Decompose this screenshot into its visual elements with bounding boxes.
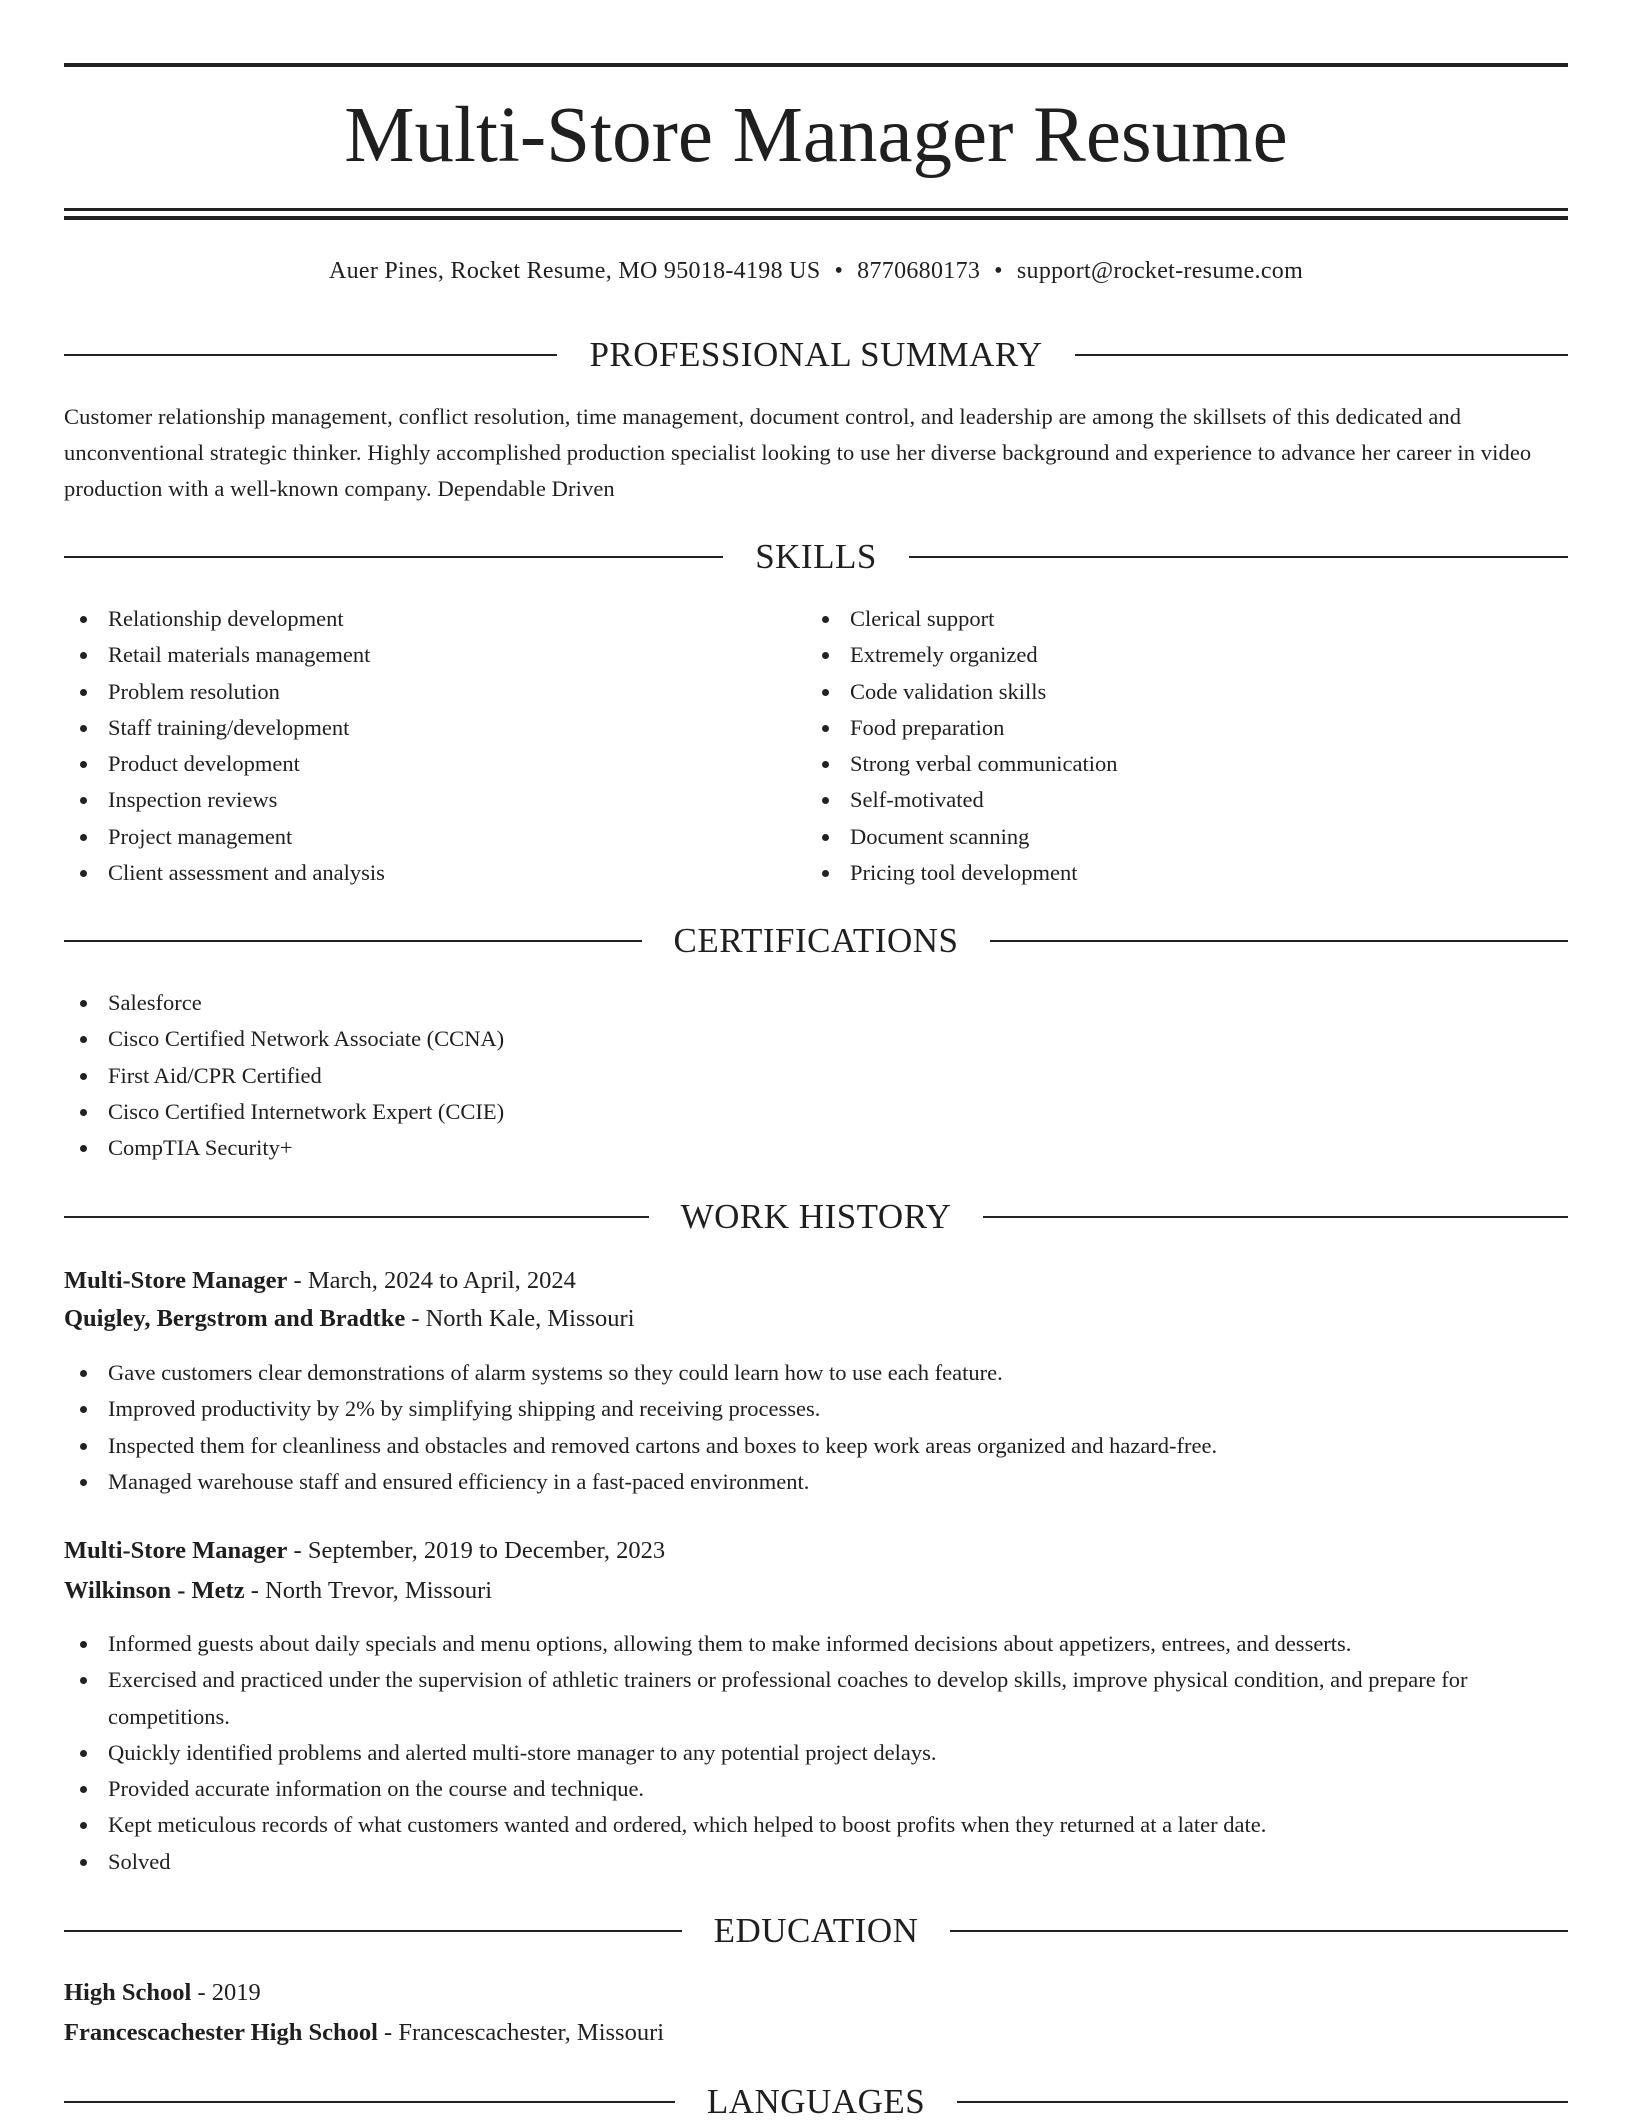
heading-rule [983,1216,1568,1218]
skill-item: Product development [64,746,804,782]
certification-item: First Aid/CPR Certified [64,1058,1568,1094]
job-title: Multi-Store Manager [64,1267,288,1294]
contact-address: Auer Pines, Rocket Resume, MO 95018-4198 US [328,258,821,284]
section-title: SKILLS [755,537,877,576]
education-year: - 2019 [191,1979,261,2006]
skill-item: Clerical support [806,601,1546,637]
heading-rule [64,940,642,942]
job-company-line [64,1300,1568,1338]
section-heading-skills [64,535,1568,579]
title-rule-lower [64,216,1568,220]
skill-item: Client assessment and analysis [64,855,804,891]
heading-rule [957,2101,1568,2103]
skill-item: Document scanning [806,819,1546,855]
section-title: WORK HISTORY [680,1197,952,1236]
section-heading-work [64,1195,1568,1239]
title-rule-upper [64,208,1568,211]
job-bullet: Kept meticulous records of what customers wanted and ordered, which helped to boost profits when they returned at a later date. [64,1807,1554,1843]
heading-rule [1075,354,1568,356]
contact-separator: • [834,258,844,284]
section-title: EDUCATION [713,1911,919,1950]
section-heading-education [64,1909,1568,1953]
heading-rule [64,2101,675,2103]
certifications-list [64,985,1568,1166]
section-heading-certifications [64,919,1568,963]
heading-rule [64,1930,682,1932]
job-company: Quigley, Bergstrom and Bradtke [64,1305,406,1332]
certification-item: Cisco Certified Internetwork Expert (CCIE) [64,1094,1568,1130]
job-bullet: Gave customers clear demonstrations of alarm systems so they could learn how to use each feature. [64,1355,1568,1391]
job-dates: - September, 2019 to December, 2023 [287,1537,666,1564]
job-bullet: Exercised and practiced under the supervision of athletic trainers or professional coaches to develop skills, improve physical condition, and prepare for competitions. [64,1662,1554,1735]
contact-phone: 8770680173 [857,258,981,284]
job-location: - North Kale, Missouri [405,1305,635,1332]
job-company-line [64,1572,1568,1610]
skill-item: Pricing tool development [806,855,1546,891]
certification-item: CompTIA Security+ [64,1130,1568,1166]
heading-rule [950,1930,1568,1932]
top-rule [64,63,1568,67]
job-bullet: Informed guests about daily specials and menu options, allowing them to make informed decisions about appetizers, entrees, and desserts. [64,1626,1554,1662]
skill-item: Inspection reviews [64,782,804,818]
skill-item: Problem resolution [64,674,804,710]
skill-item: Self-motivated [806,782,1546,818]
job-title: Multi-Store Manager [64,1537,288,1564]
section-title: LANGUAGES [706,2082,926,2121]
skill-item: Relationship development [64,601,804,637]
job-bullet: Managed warehouse staff and ensured efficiency in a fast-paced environment. [64,1464,1568,1500]
skill-item: Retail materials management [64,637,804,673]
job-bullet: Quickly identified problems and alerted multi-store manager to any potential project delays. [64,1735,1554,1771]
certification-item: Cisco Certified Network Associate (CCNA) [64,1021,1568,1057]
skill-item: Strong verbal communication [806,746,1546,782]
job-bullet: Improved productivity by 2% by simplifying shipping and receiving processes. [64,1391,1568,1427]
skills-list-left [64,601,804,891]
job-bullet: Inspected them for cleanliness and obstacles and removed cartons and boxes to keep work areas organized and hazard-free. [64,1428,1568,1464]
skill-item: Food preparation [806,710,1546,746]
section-heading-languages [64,2080,1568,2124]
heading-rule [909,556,1568,558]
job-bullets [64,1626,1554,1880]
heading-rule [64,1216,649,1218]
heading-rule [64,354,557,356]
contact-separator: • [994,258,1003,284]
certification-item: Salesforce [64,985,1568,1021]
job-dates: - March, 2024 to April, 2024 [287,1267,576,1294]
skill-item: Staff training/development [64,710,804,746]
job-bullets [64,1355,1568,1500]
heading-rule [990,940,1568,942]
contact-email: support@rocket-resume.com [1016,258,1304,284]
skill-item: Project management [64,819,804,855]
summary-text: Customer relationship management, conflict resolution, time management, document control, and leadership are among the skillsets of this dedicated and unconventional strategic thinker. Highly accomplished production specialist looking to use her diverse background and experience to advance her career in video production with a well-known company. Dependable Driven [64,404,1532,501]
contact-line [64,254,1568,288]
education-degree-line [64,1974,1568,2012]
section-heading-summary [64,333,1568,377]
job-company: Wilkinson - Metz [64,1577,245,1604]
resume-title: Multi-Store Manager Resume [344,92,1288,179]
heading-rule [64,556,723,558]
skill-item: Extremely organized [806,637,1546,673]
job-bullet: Solved [64,1844,1554,1880]
job-location: - North Trevor, Missouri [244,1577,493,1604]
education-degree: High School [64,1979,192,2006]
skill-item: Code validation skills [806,674,1546,710]
section-title: PROFESSIONAL SUMMARY [589,335,1043,374]
section-title: CERTIFICATIONS [673,921,959,960]
job-bullet: Provided accurate information on the course and technique. [64,1771,1554,1807]
education-school: Francescachester High School [64,2019,378,2046]
education-location: - Francescachester, Missouri [377,2019,665,2046]
job-title-line [64,1262,1568,1300]
job-title-line [64,1532,1568,1570]
skills-list-right [806,601,1546,891]
education-school-line [64,2014,1568,2052]
